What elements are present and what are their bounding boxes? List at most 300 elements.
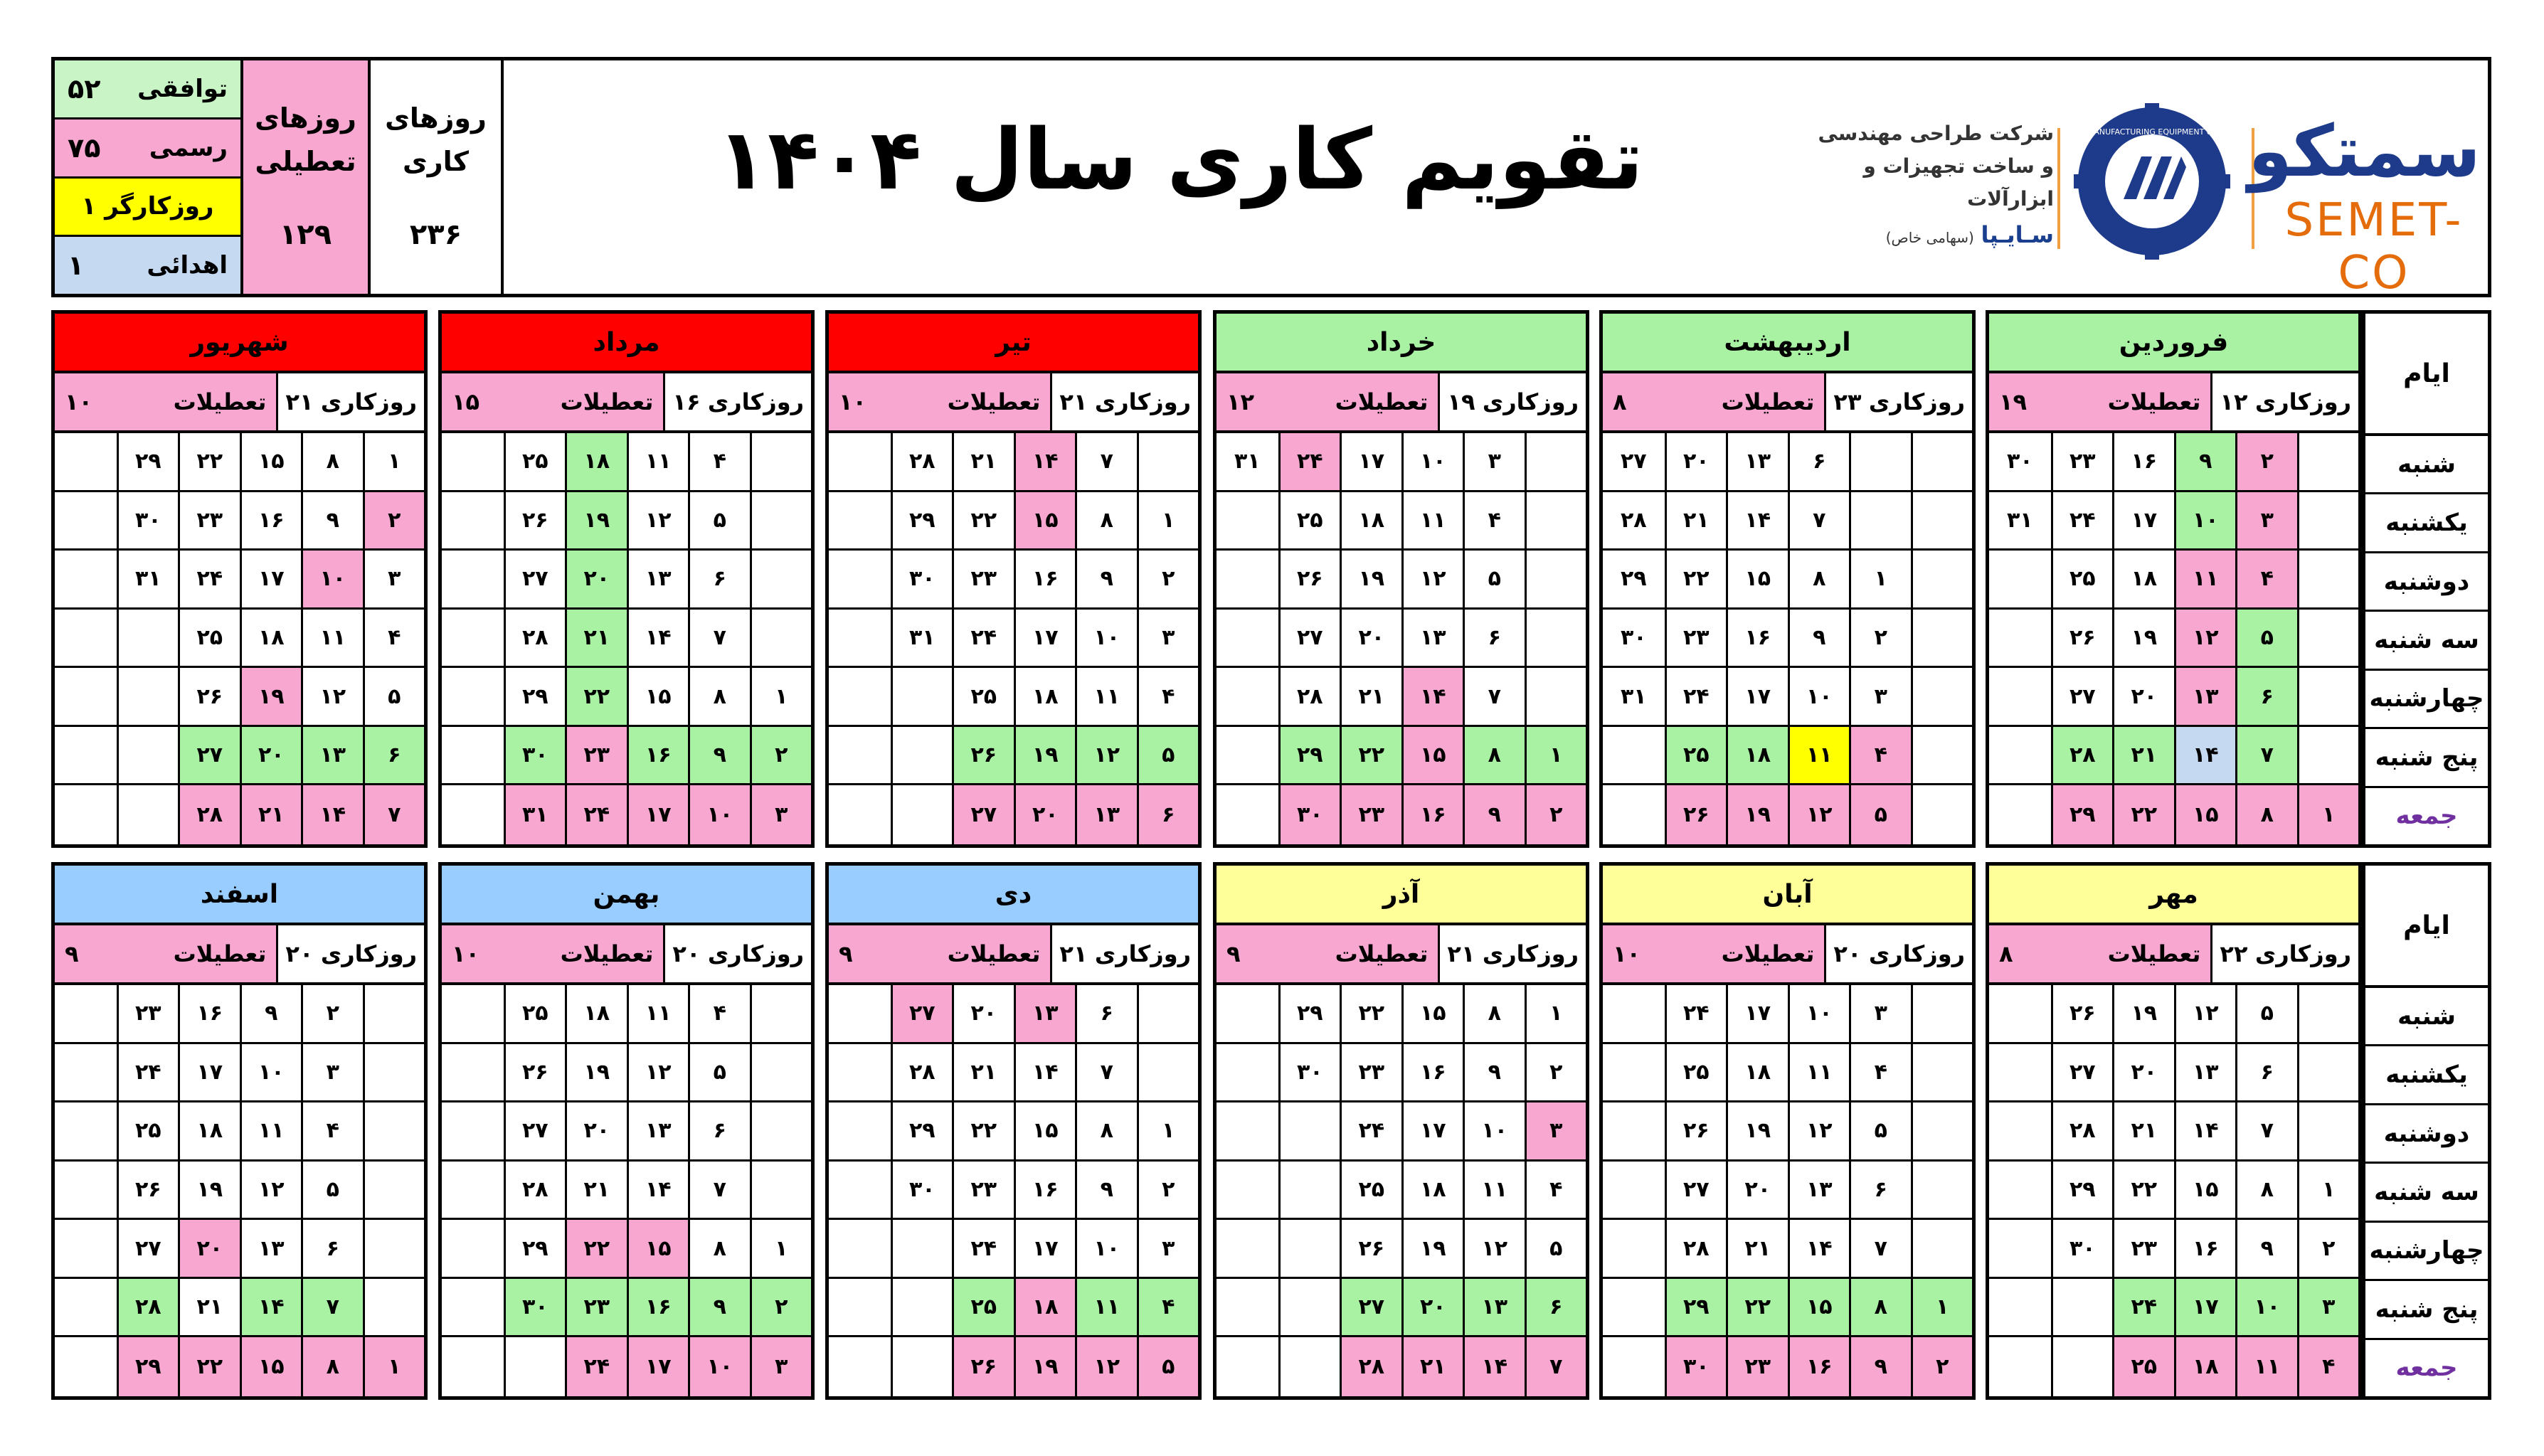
holiday-count: ۱۲ [1226, 388, 1255, 415]
day-cell: ۶ [688, 1102, 750, 1162]
day-cell [750, 492, 812, 551]
holiday-count: ۱۰ [839, 388, 867, 415]
day-name: چهارشنبه [2365, 1223, 2488, 1281]
day-cell: ۹ [2235, 1220, 2297, 1279]
day-cell [55, 610, 117, 669]
day-cell [1603, 727, 1665, 786]
day-cell: ۲۳ [1340, 785, 1401, 844]
company-logo [2062, 103, 2242, 260]
day-grid [1989, 433, 2358, 844]
day-cell: ۱۱ [1075, 1279, 1137, 1338]
day-cell: ۳۱ [1989, 492, 2051, 551]
day-cell: ۲۶ [952, 727, 1014, 786]
day-cell: ۱۴ [2174, 727, 2236, 786]
day-cell [55, 1279, 117, 1338]
day-cell [1137, 433, 1199, 492]
month-working [1050, 373, 1198, 430]
day-cell: ۱۷ [1014, 1220, 1076, 1279]
day-cell: ۱۹ [1014, 1337, 1076, 1396]
day-cell: ۹ [1463, 785, 1525, 844]
day-cell [829, 492, 891, 551]
day-cell: ۱۱ [2174, 551, 2236, 610]
day-cell: ۱۵ [1401, 727, 1463, 786]
divider [2057, 128, 2060, 249]
day-cell [1911, 610, 1973, 669]
day-cell [442, 668, 504, 727]
day-cell [55, 1220, 117, 1279]
day-names-bottom [2362, 862, 2491, 1400]
day-cell: ۲۶ [178, 668, 240, 727]
day-cell: ۱ [363, 433, 425, 492]
day-cell: ۱۹ [565, 492, 627, 551]
day-cell: ۲۷ [1340, 1279, 1401, 1338]
day-cell: ۱۶ [178, 985, 240, 1044]
day-cell: ۱۵ [1014, 1102, 1076, 1162]
day-cell: ۲۲ [1340, 727, 1401, 786]
day-name: پنج شنبه [2365, 1281, 2488, 1339]
day-cell: ۷ [2235, 1102, 2297, 1162]
day-name: شنبه [2365, 436, 2488, 494]
day-cell: ۶ [1075, 985, 1137, 1044]
day-cell: ۵ [2235, 610, 2297, 669]
breakdown-value: ۵۲ [68, 73, 101, 105]
holiday-days-value: ۱۲۹ [279, 218, 332, 251]
day-cell: ۲۲ [2112, 1162, 2174, 1221]
day-name: سه شنبه [2365, 612, 2488, 670]
day-cell: ۲۰ [178, 1220, 240, 1279]
day-cell: ۸ [301, 1337, 363, 1396]
day-cell [1989, 1337, 2051, 1396]
brand-en: SEMET-CO [2284, 194, 2464, 299]
day-cell [750, 1162, 812, 1221]
day-cell: ۶ [1137, 785, 1199, 844]
day-cell [1911, 551, 1973, 610]
day-cell [504, 1337, 566, 1396]
day-cell: ۲۰ [1401, 1279, 1463, 1338]
day-cell: ۶ [1788, 433, 1850, 492]
month-working [276, 925, 424, 982]
day-cell: ۱۴ [1014, 1044, 1076, 1103]
day-cell [1525, 610, 1586, 669]
day-cell: ۲۴ [952, 610, 1014, 669]
day-cell: ۷ [1788, 492, 1850, 551]
day-cell: ۳ [750, 1337, 812, 1396]
month-working [2210, 373, 2358, 430]
day-cell [1217, 1279, 1278, 1338]
day-cell: ۲۴ [178, 551, 240, 610]
day-cell: ۳ [363, 551, 425, 610]
day-cell: ۱۰ [2235, 1279, 2297, 1338]
day-cell: ۳۰ [1278, 785, 1340, 844]
day-cell [1217, 1162, 1278, 1221]
day-cell: ۲۱ [952, 433, 1014, 492]
day-cell: ۲۵ [1665, 727, 1727, 786]
day-cell: ۸ [301, 433, 363, 492]
day-cell [829, 551, 891, 610]
working-label: روزکاری [320, 940, 417, 967]
day-cell [1911, 1220, 1973, 1279]
day-cell [891, 785, 953, 844]
day-cell: ۱۹ [178, 1162, 240, 1221]
day-cell: ۲ [1137, 1162, 1199, 1221]
day-cell: ۲ [1525, 785, 1586, 844]
holiday-count: ۸ [1999, 940, 2013, 967]
day-cell [829, 1220, 891, 1279]
working-count: ۲۱ [285, 388, 314, 415]
day-cell: ۱۲ [240, 1162, 302, 1221]
month-name: اسفند [55, 866, 424, 925]
day-cell: ۶ [1525, 1279, 1586, 1338]
month-name: بهمن [442, 866, 811, 925]
day-cell: ۱۰ [1788, 668, 1850, 727]
day-cell: ۱۲ [1788, 785, 1850, 844]
day-cell: ۱۵ [2174, 1162, 2236, 1221]
day-cell [363, 1102, 425, 1162]
day-cell [55, 433, 117, 492]
day-cell: ۲۱ [1726, 1220, 1788, 1279]
day-cell: ۴ [1463, 492, 1525, 551]
day-cell [1911, 668, 1973, 727]
company-name [1791, 117, 2054, 253]
day-cell [2051, 1279, 2113, 1338]
day-cell: ۱۵ [1788, 1279, 1850, 1338]
day-cell [55, 551, 117, 610]
day-cell [750, 1102, 812, 1162]
day-cell: ۵ [1849, 785, 1911, 844]
holiday-days-summary [243, 60, 371, 294]
day-cell: ۲۵ [1278, 492, 1340, 551]
day-cell: ۳ [1463, 433, 1525, 492]
day-cell: ۲۳ [1665, 610, 1727, 669]
holiday-label: تعطیلات [1335, 388, 1429, 415]
day-cell: ۹ [1788, 610, 1850, 669]
day-cell [442, 433, 504, 492]
month-holidays [442, 373, 663, 430]
month-summary [1603, 373, 1972, 433]
day-cell: ۲۶ [2051, 610, 2113, 669]
day-cell: ۱۱ [240, 1102, 302, 1162]
day-cell: ۹ [301, 492, 363, 551]
day-cell: ۲۷ [117, 1220, 179, 1279]
day-cell [363, 985, 425, 1044]
day-cell: ۲۵ [504, 985, 566, 1044]
day-cell: ۱۷ [1401, 1102, 1463, 1162]
day-cell: ۲۲ [1340, 985, 1401, 1044]
day-cell: ۱۶ [1401, 785, 1463, 844]
day-cell: ۱ [1137, 492, 1199, 551]
day-cell: ۳۱ [117, 551, 179, 610]
day-cell [750, 433, 812, 492]
day-cell: ۴ [1849, 727, 1911, 786]
day-cell: ۷ [1463, 668, 1525, 727]
day-cell: ۶ [2235, 1044, 2297, 1103]
day-cell: ۱۳ [2174, 1044, 2236, 1103]
day-cell: ۲۱ [1340, 668, 1401, 727]
day-cell: ۲۳ [952, 1162, 1014, 1221]
day-cell: ۱۵ [240, 1337, 302, 1396]
month-holidays [829, 373, 1050, 430]
day-cell [55, 668, 117, 727]
day-cell [829, 785, 891, 844]
day-cell: ۱۷ [1726, 668, 1788, 727]
day-cell: ۳۰ [1665, 1337, 1727, 1396]
holiday-label: تعطیلات [1721, 388, 1815, 415]
day-cell: ۳ [1137, 1220, 1199, 1279]
day-cell [2297, 551, 2359, 610]
day-cell [1603, 1162, 1665, 1221]
breakdown-value: ۱ [68, 250, 85, 282]
day-cell: ۵ [688, 1044, 750, 1103]
day-cell: ۲۸ [1665, 1220, 1727, 1279]
day-cell [1603, 1102, 1665, 1162]
day-cell: ۱۰ [2174, 492, 2236, 551]
day-cell [1217, 551, 1278, 610]
day-cell: ۶ [688, 551, 750, 610]
day-cell [442, 610, 504, 669]
working-count: ۲۱ [1059, 388, 1088, 415]
day-cell [750, 610, 812, 669]
holiday-breakdown [55, 60, 243, 294]
day-cell [1911, 785, 1973, 844]
day-cell: ۱۸ [565, 985, 627, 1044]
day-cell: ۱۳ [1463, 1279, 1525, 1338]
day-cell: ۴ [688, 433, 750, 492]
day-cell: ۹ [2174, 433, 2236, 492]
month-block [825, 310, 1202, 848]
day-cell: ۸ [1463, 985, 1525, 1044]
day-cell: ۱۲ [1401, 551, 1463, 610]
day-cell [1217, 785, 1278, 844]
day-cell: ۱۶ [1014, 551, 1076, 610]
working-count: ۲۰ [672, 940, 701, 967]
day-cell: ۱۵ [2174, 785, 2236, 844]
day-cell [442, 785, 504, 844]
day-cell: ۲۰ [2112, 668, 2174, 727]
day-cell: ۶ [1463, 610, 1525, 669]
day-cell: ۱۵ [1726, 551, 1788, 610]
day-cell: ۶ [2235, 668, 2297, 727]
month-holidays [829, 925, 1050, 982]
day-cell [1911, 1162, 1973, 1221]
month-summary [1989, 925, 2358, 985]
day-cell: ۱۸ [1726, 727, 1788, 786]
day-cell: ۱۰ [688, 1337, 750, 1396]
month-holidays [1989, 373, 2210, 430]
day-cell [1911, 985, 1973, 1044]
day-cell: ۲۴ [1665, 668, 1727, 727]
day-cell [55, 1162, 117, 1221]
month-holidays [1603, 373, 1824, 430]
day-grid [55, 433, 424, 844]
day-cell [1989, 1162, 2051, 1221]
day-cell [829, 1102, 891, 1162]
day-cell: ۲۶ [952, 1337, 1014, 1396]
day-cell [55, 985, 117, 1044]
day-cell: ۱۸ [2112, 551, 2174, 610]
month-working [1824, 925, 1972, 982]
day-cell [1603, 1220, 1665, 1279]
day-cell [442, 985, 504, 1044]
day-cell: ۱۲ [1075, 1337, 1137, 1396]
day-cell: ۹ [688, 1279, 750, 1338]
day-cell: ۸ [1849, 1279, 1911, 1338]
working-count: ۲۱ [1447, 940, 1475, 967]
working-count: ۲۰ [285, 940, 314, 967]
day-cell: ۱ [1525, 727, 1586, 786]
day-cell: ۱۷ [1014, 610, 1076, 669]
day-cell: ۲۷ [1665, 1162, 1727, 1221]
day-cell: ۲۸ [504, 610, 566, 669]
day-cell [1278, 1279, 1340, 1338]
day-cell: ۱ [2297, 1162, 2359, 1221]
day-grid [1989, 985, 2358, 1396]
breakdown-gifted [55, 237, 240, 294]
day-cell: ۷ [1075, 433, 1137, 492]
day-cell: ۴ [2235, 551, 2297, 610]
month-block [1986, 862, 2362, 1400]
day-cell [1989, 668, 2051, 727]
month-summary [829, 925, 1198, 985]
day-cell: ۱۶ [2112, 433, 2174, 492]
day-cell: ۱۷ [627, 1337, 689, 1396]
day-cell [442, 727, 504, 786]
day-cell: ۱۳ [240, 1220, 302, 1279]
day-cell: ۲۱ [178, 1279, 240, 1338]
company-type: (سهامی خاص) [1885, 228, 1974, 246]
company-line: و ساخت تجهیزات و ابزارآلات [1863, 154, 2054, 211]
day-cell: ۲ [750, 727, 812, 786]
day-cell: ۱ [1525, 985, 1586, 1044]
day-cell [1911, 492, 1973, 551]
holiday-label: تعطیلات [2107, 388, 2201, 415]
month-block [1599, 862, 1976, 1400]
day-cell: ۱۴ [1014, 433, 1076, 492]
day-cell: ۷ [1525, 1337, 1586, 1396]
day-grid [1603, 985, 1972, 1396]
breakdown-agreed [55, 60, 240, 119]
day-cell: ۱۰ [1075, 1220, 1137, 1279]
day-cell: ۳۱ [1603, 668, 1665, 727]
day-grid [829, 433, 1198, 844]
day-cell: ۲۲ [1665, 551, 1727, 610]
day-cell: ۲۰ [1340, 610, 1401, 669]
day-cell [442, 492, 504, 551]
day-cell [829, 1279, 891, 1338]
holiday-days-label: تعطیلی [255, 146, 356, 177]
working-label: روزکاری [2254, 388, 2351, 415]
holiday-count: ۹ [65, 940, 79, 967]
day-cell [1217, 668, 1278, 727]
day-cell [1989, 1044, 2051, 1103]
day-cell: ۱۲ [301, 668, 363, 727]
day-cell: ۳ [1137, 610, 1199, 669]
day-cell: ۱۶ [1726, 610, 1788, 669]
day-cell: ۱۳ [2174, 668, 2236, 727]
month-block [1599, 310, 1976, 848]
day-cell [1278, 1220, 1340, 1279]
day-cell: ۲ [1911, 1337, 1973, 1396]
day-cell: ۱۸ [565, 433, 627, 492]
day-cell [55, 1337, 117, 1396]
month-working [1824, 373, 1972, 430]
day-cell [750, 985, 812, 1044]
day-cell [442, 1220, 504, 1279]
day-cell: ۱۱ [1788, 727, 1850, 786]
day-cell: ۱۵ [1401, 985, 1463, 1044]
day-cell: ۱۰ [1075, 610, 1137, 669]
day-cell [1603, 1044, 1665, 1103]
day-cell [2297, 433, 2359, 492]
month-name: تیر [829, 314, 1198, 373]
working-count: ۲۲ [2220, 940, 2248, 967]
day-cell: ۶ [301, 1220, 363, 1279]
day-cell: ۲۲ [952, 1102, 1014, 1162]
day-cell: ۱۳ [627, 1102, 689, 1162]
days-header: ایام [2365, 866, 2488, 988]
day-cell: ۲۳ [178, 492, 240, 551]
day-cell [1217, 492, 1278, 551]
day-cell: ۲۶ [504, 492, 566, 551]
working-label: روزکاری [1868, 388, 1965, 415]
day-cell: ۲۴ [2112, 1279, 2174, 1338]
day-cell: ۲۹ [1603, 551, 1665, 610]
day-cell: ۱۸ [1014, 1279, 1076, 1338]
month-name: اردیبهشت [1603, 314, 1972, 373]
day-cell [829, 433, 891, 492]
page-title: تقویم کاری سال ۱۴۰۴ [716, 110, 1644, 208]
day-cell: ۲۳ [1340, 1044, 1401, 1103]
day-cell: ۳۰ [1278, 1044, 1340, 1103]
day-cell [1603, 785, 1665, 844]
day-cell: ۸ [688, 1220, 750, 1279]
day-cell: ۴ [688, 985, 750, 1044]
day-cell: ۲ [1137, 551, 1199, 610]
day-cell: ۲۷ [178, 727, 240, 786]
month-block [51, 310, 428, 848]
day-cell: ۲۸ [1340, 1337, 1401, 1396]
day-cell: ۵ [1525, 1220, 1586, 1279]
month-summary [1217, 373, 1586, 433]
day-cell: ۲۷ [891, 985, 953, 1044]
day-cell [1603, 1279, 1665, 1338]
day-cell: ۲۹ [2051, 1162, 2113, 1221]
day-cell: ۳۰ [891, 551, 953, 610]
day-cell: ۱۴ [1788, 1220, 1850, 1279]
day-cell: ۸ [1463, 727, 1525, 786]
day-cell: ۱۳ [301, 727, 363, 786]
day-cell: ۲۰ [240, 727, 302, 786]
day-cell: ۲۵ [952, 668, 1014, 727]
day-cell: ۲۴ [1340, 1102, 1401, 1162]
calendar-header [51, 57, 2491, 297]
day-cell: ۱۶ [240, 492, 302, 551]
day-cell [117, 785, 179, 844]
day-cell [1989, 610, 2051, 669]
working-label: روزکاری [707, 388, 804, 415]
working-days-summary [371, 60, 504, 294]
day-cell: ۵ [1849, 1102, 1911, 1162]
day-cell: ۲۰ [565, 551, 627, 610]
day-cell: ۲۱ [1665, 492, 1727, 551]
day-cell: ۱۴ [1463, 1337, 1525, 1396]
month-name: فروردین [1989, 314, 2358, 373]
day-cell: ۱ [363, 1337, 425, 1396]
day-cell: ۳ [2297, 1279, 2359, 1338]
day-cell: ۲۴ [565, 1337, 627, 1396]
day-cell: ۲۲ [565, 668, 627, 727]
day-cell: ۲۸ [891, 1044, 953, 1103]
working-count: ۱۹ [1447, 388, 1475, 415]
